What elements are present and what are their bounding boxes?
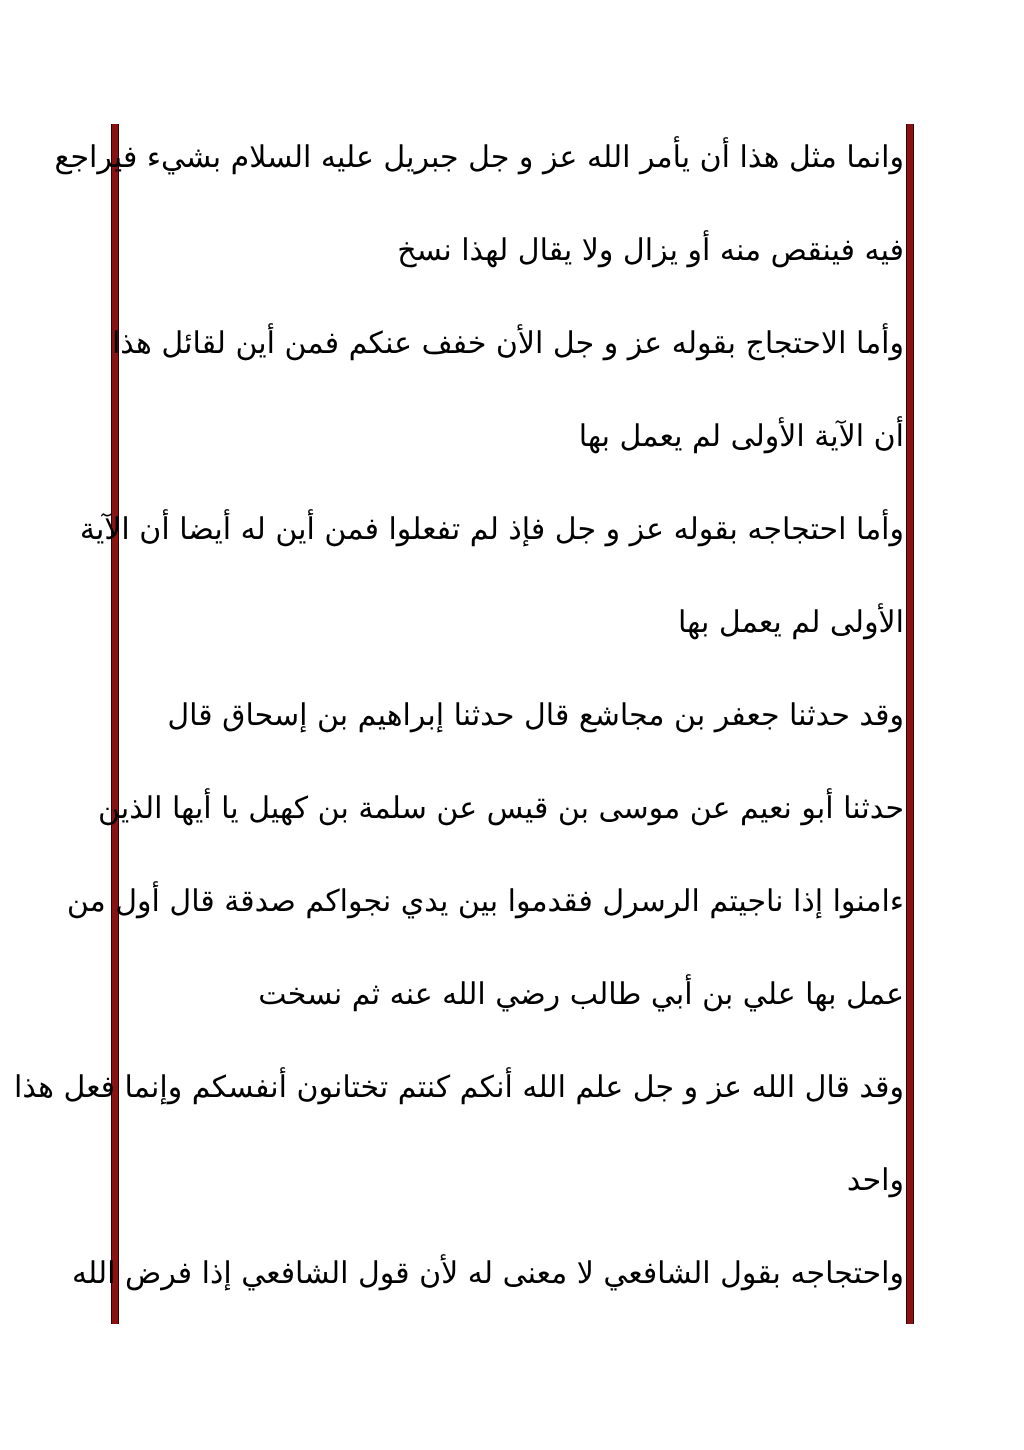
text-line-12: واحد xyxy=(846,1163,904,1198)
right-border-rule xyxy=(907,124,913,1324)
text-line-3: وأما الاحتجاج بقوله عز و جل الأن خفف عنكم فمن أين لقائل هذا xyxy=(111,326,904,361)
text-line-5: وأما احتجاجه بقوله عز و جل فإذ لم تفعلوا فمن أين له أيضا أن الآية xyxy=(79,512,904,547)
left-border-rule xyxy=(112,124,118,1324)
text-line-7: وقد حدثنا جعفر بن مجاشع قال حدثنا إبراهيم بن إسحاق قال xyxy=(167,698,904,733)
arabic-text-block xyxy=(14,128,904,1337)
text-line-6: الأولى لم يعمل بها xyxy=(678,605,904,640)
text-line-1: وانما مثل هذا أن يأمر الله عز و جل جبريل عليه السلام بشيء فيراجع xyxy=(54,140,904,175)
text-line-4: أن الآية الأولى لم يعمل بها xyxy=(578,419,904,454)
text-line-8: حدثنا أبو نعيم عن موسى بن قيس عن سلمة بن كهيل يا أيها الذين xyxy=(98,791,904,826)
text-line-13: واحتجاجه بقول الشافعي لا معنى له لأن قول الشافعي إذا فرض الله xyxy=(71,1256,904,1291)
text-line-11: وقد قال الله عز و جل علم الله أنكم كنتم تختانون أنفسكم وإنما فعل هذا xyxy=(14,1070,904,1105)
text-line-9: ءامنوا إذا ناجيتم الرسرل فقدموا بين يدي نجواكم صدقة قال أول من xyxy=(66,884,904,919)
text-line-2: فيه فينقص منه أو يزال ولا يقال لهذا نسخ xyxy=(397,233,904,268)
text-line-10: عمل بها علي بن أبي طالب رضي الله عنه ثم نسخت xyxy=(258,977,904,1012)
